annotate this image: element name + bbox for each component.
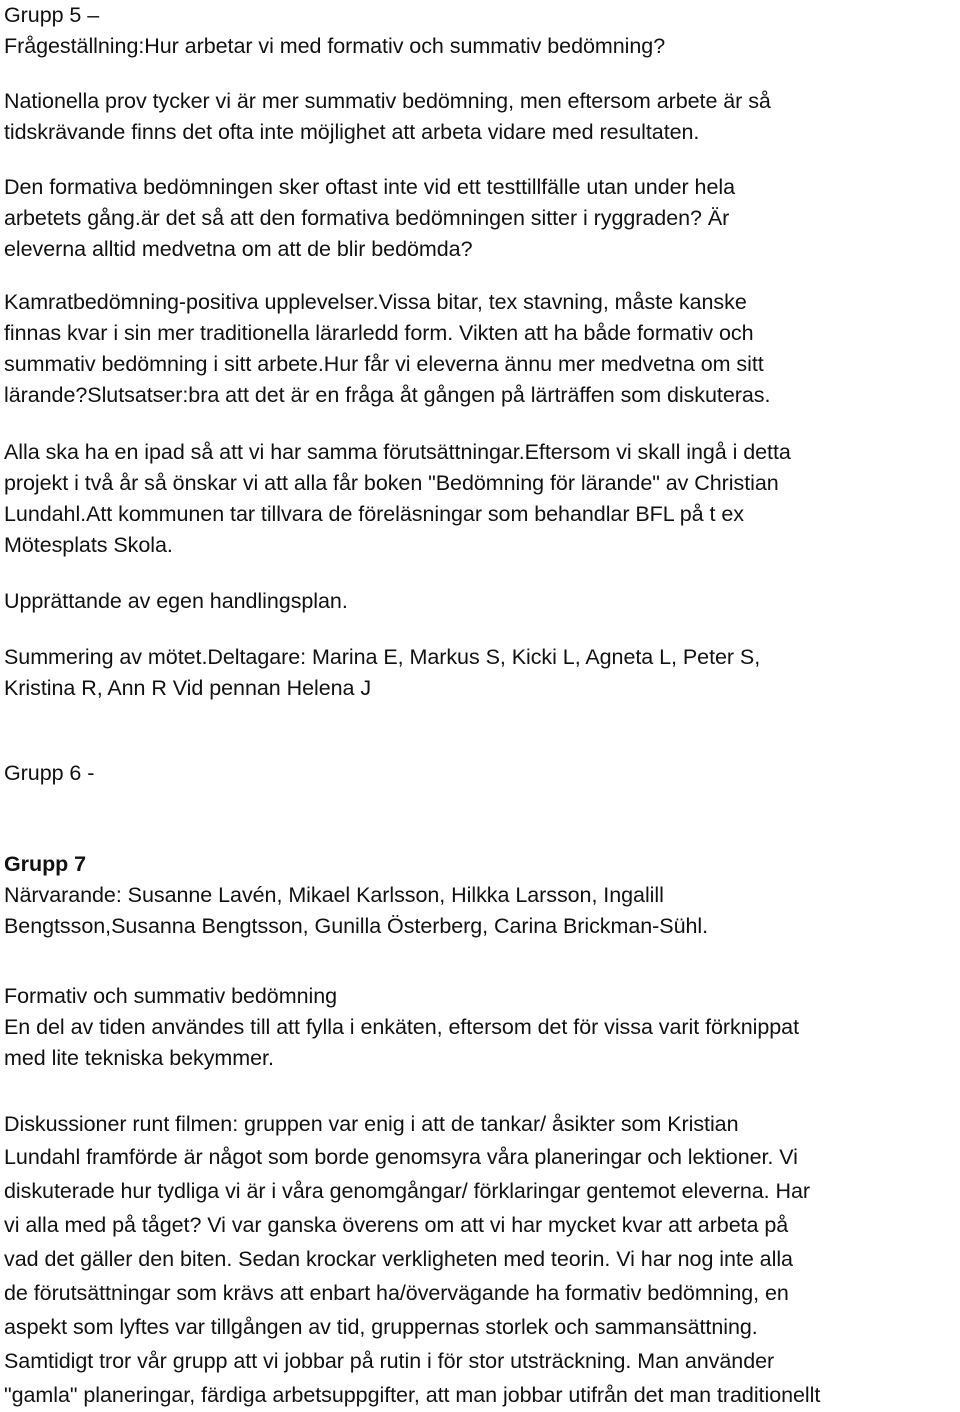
grupp5-title: Grupp 5 –: [4, 3, 100, 27]
text-line: tidskrävande finns det ofta inte möjlighet att arbeta vidare med resultaten.: [4, 120, 700, 144]
text-line: Alla ska ha en ipad så att vi har samma förutsättningar.Eftersom vi skall ingå i detta: [4, 440, 791, 464]
text-line: Närvarande: Susanne Lavén, Mikael Karlsson, Hilkka Larsson, Ingalill: [4, 883, 664, 907]
grupp6-header: [4, 758, 94, 789]
grupp5-paragraph-1: [4, 86, 771, 148]
grupp5-paragraph-6: [4, 642, 760, 704]
text-line: Bengtsson,Susanna Bengtsson, Gunilla Österberg, Carina Brickman-Sühl.: [4, 914, 709, 938]
text-line: summativ bedömning i sitt arbete.Hur får vi eleverna ännu mer medvetna om sitt: [4, 352, 764, 376]
text-line: Upprättande av egen handlingsplan.: [4, 589, 348, 613]
text-line: Diskussioner runt filmen: gruppen var enig i att de tankar/ åsikter som Kristian: [4, 1112, 739, 1136]
text-line: Summering av mötet.Deltagare: Marina E, Markus S, Kicki L, Agneta L, Peter S,: [4, 645, 761, 669]
grupp5-paragraph-4: [4, 437, 791, 561]
grupp5-paragraph-5: [4, 586, 348, 617]
text-line: En del av tiden användes till att fylla i enkäten, eftersom det för vissa varit förknippat: [4, 1015, 800, 1039]
text-line: vad det gäller den biten. Sedan krockar verkligheten med teorin. Vi har nog inte alla: [4, 1247, 793, 1271]
text-line: de förutsättningar som krävs att enbart ha/övervägande ha formativ bedömning, en: [4, 1281, 789, 1305]
grupp5-paragraph-3: [4, 287, 770, 411]
text-line: diskuterade hur tydliga vi är i våra genomgångar/ förklaringar gentemot eleverna. Har: [4, 1179, 811, 1203]
text-line: Lundahl framförde är något som borde genomsyra våra planeringar och lektioner. Vi: [4, 1145, 798, 1169]
text-line: finnas kvar i sin mer traditionella lärarledd form. Vikten att ha både formativ och: [4, 321, 754, 345]
grupp7-heading: Formativ och summativ bedömning: [4, 984, 338, 1008]
text-line: arbetets gång.är det så att den formativa bedömningen sitter i ryggraden? Är: [4, 206, 730, 230]
text-line: vi alla med på tåget? Vi var ganska överens om att vi har mycket kvar att arbeta på: [4, 1213, 789, 1237]
text-line: Kamratbedömning-positiva upplevelser.Vissa bitar, tex stavning, måste kanske: [4, 290, 747, 314]
text-line: Mötesplats Skola.: [4, 533, 173, 557]
grupp7-topic: [4, 981, 799, 1074]
text-line: Den formativa bedömningen sker oftast inte vid ett testtillfälle utan under hela: [4, 175, 736, 199]
text-line: aspekt som lyftes var tillgången av tid, gruppernas storlek och sammansättning.: [4, 1315, 758, 1339]
text-line: med lite tekniska bekymmer.: [4, 1046, 274, 1070]
text-line: "gamla" planeringar, färdiga arbetsuppgifter, att man jobbar utifrån det man traditionellt: [4, 1383, 821, 1407]
grupp5-paragraph-2: [4, 172, 735, 265]
text-line: projekt i två år så önskar vi att alla får boken "Bedömning för lärande" av Christian: [4, 471, 779, 495]
grupp5-question: Frågeställning:Hur arbetar vi med formativ och summativ bedömning?: [4, 34, 666, 58]
grupp6-title: Grupp 6 -: [4, 761, 95, 785]
grupp5-header: [4, 0, 665, 62]
text-line: lärande?Slutsatser:bra att det är en fråga åt gången på lärträffen som diskuteras.: [4, 383, 771, 407]
text-line: Samtidigt tror vår grupp att vi jobbar på rutin i för stor utsträckning. Man använder: [4, 1349, 775, 1373]
text-line: Lundahl.Att kommunen tar tillvara de föreläsningar som behandlar BFL på t ex: [4, 502, 744, 526]
grupp7-section: [4, 849, 708, 942]
grupp7-title: Grupp 7: [4, 852, 87, 876]
grupp7-discussion: [4, 1109, 958, 1412]
text-line: Kristina R, Ann R Vid pennan Helena J: [4, 676, 372, 700]
text-line: Nationella prov tycker vi är mer summativ bedömning, men eftersom arbete är så: [4, 89, 771, 113]
text-line: eleverna alltid medvetna om att de blir bedömda?: [4, 237, 473, 261]
